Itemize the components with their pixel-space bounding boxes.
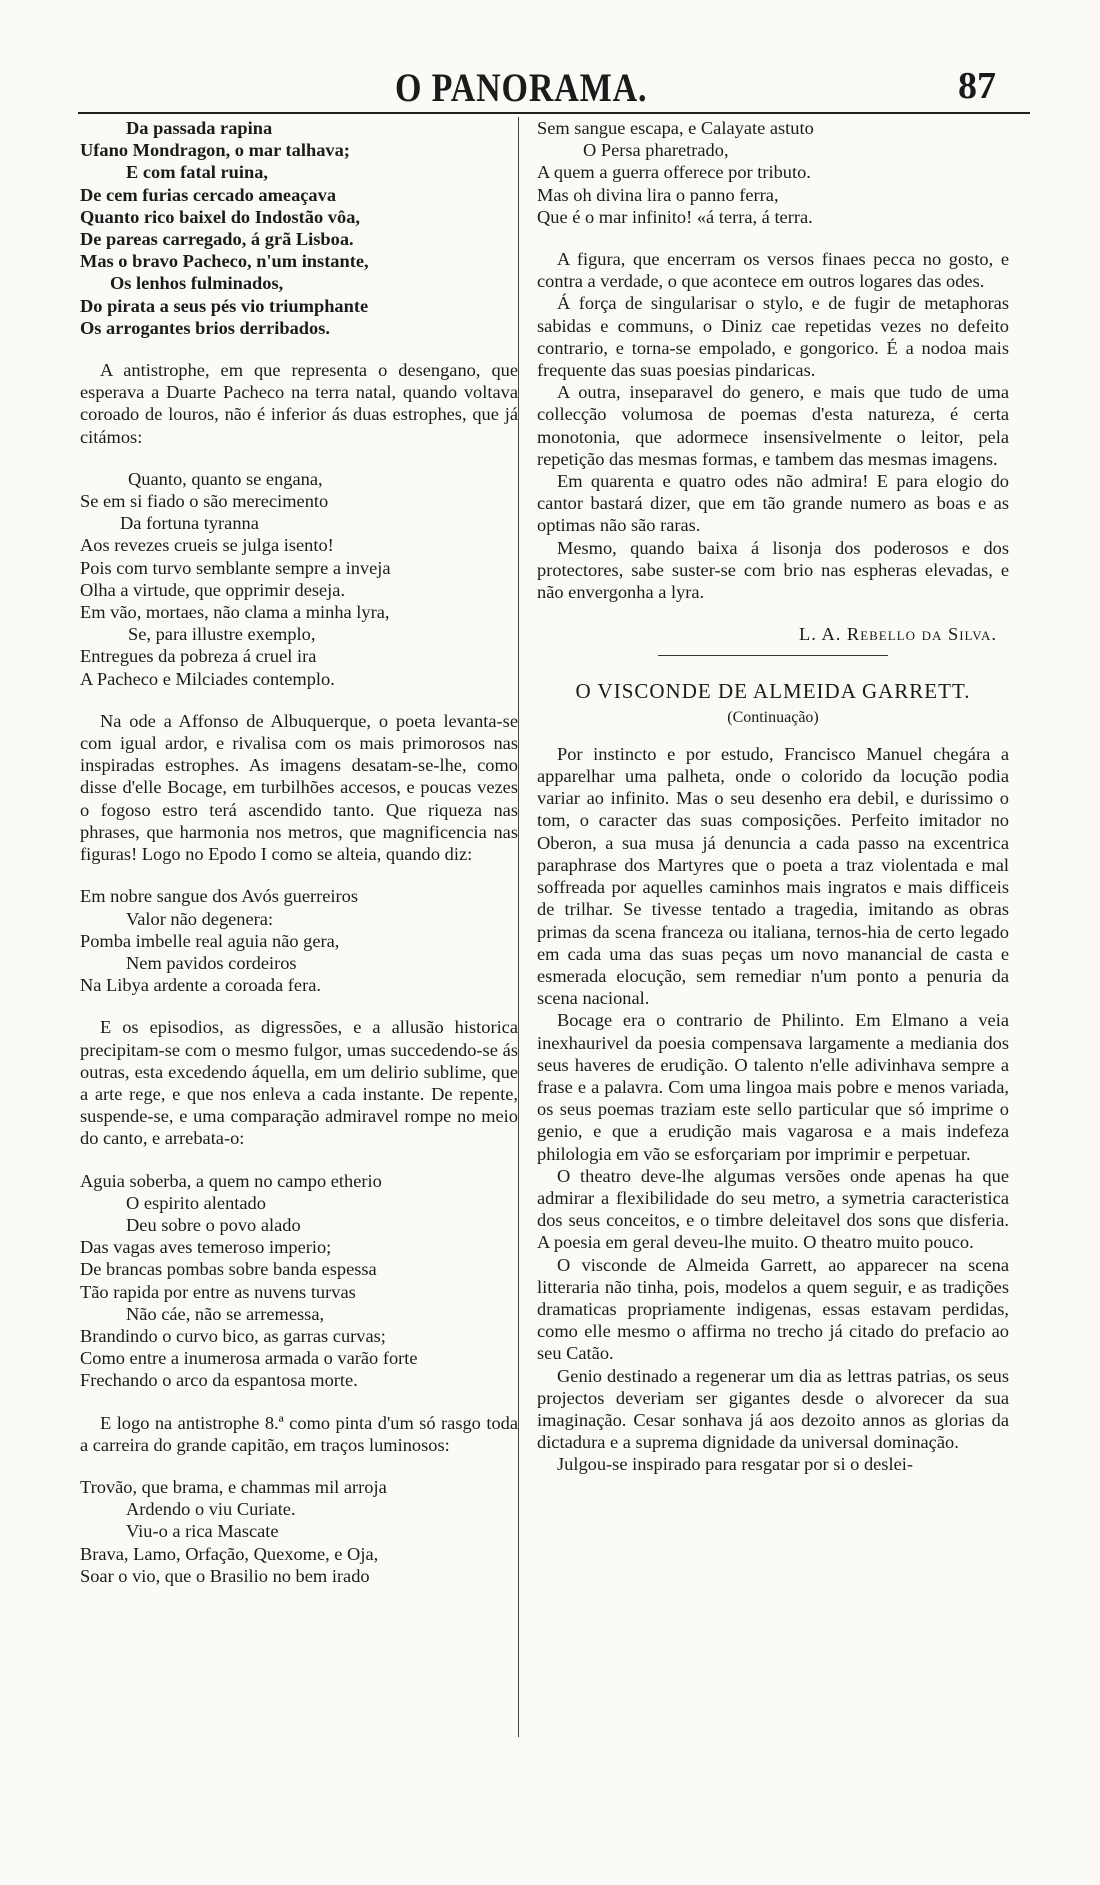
verse-line: Não cáe, não se arremessa,: [126, 1303, 325, 1324]
verse-line: Tão rapida por entre as nuvens turvas: [80, 1281, 356, 1302]
verse-line: Entregues da pobreza á cruel ira: [80, 646, 317, 667]
poem-excerpt-5: [80, 1476, 518, 1587]
verse-line: Pois com turvo semblante sempre a inveja: [80, 557, 391, 578]
verse-line: Brava, Lamo, Orfação, Quexome, e Oja,: [80, 1543, 379, 1564]
verse-line: Do pirata a seus pés vio triumphante: [80, 295, 369, 316]
verse-line: Aos revezes crueis se julga isento!: [80, 535, 334, 556]
paragraph: Á força de singularisar o stylo, e de fugir de metaphoras sabidas e communs, o Diniz cae repetidas vezes no defeito contrario, e torna-se empolado, e gongorico. É a nodoa mais frequente das suas poesias pindaricas.: [537, 293, 1009, 381]
verse-line: De pareas carregado, á grã Lisboa.: [80, 229, 354, 250]
paragraph: E os episodios, as digressões, e a allusão historica precipitam-se com o mesmo fulgor, umas succedendo-se ás outras, esta excedendo áquella, em um delirio sublime, que a arte rege, e que nos enleva a cada instante. De repente, suspende-se, e uma comparação admiravel rompe no meio do canto, e arrebata-o:: [80, 1017, 518, 1149]
verse-line: Ardendo o viu Curiate.: [126, 1499, 296, 1520]
verse-line: De brancas pombas sobre banda espessa: [80, 1259, 377, 1280]
paragraph: A outra, inseparavel do genero, e mais que tudo de uma collecção volumosa de poemas d'esta natureza, é certa monotonia, que adormece insensivelmente o leitor, pela repetição das mesmas formas, e tambem das mesmas imagens.: [537, 382, 1009, 469]
paragraph: Bocage era o contrario de Philinto. Em Elmano a veia inexhaurivel da poesia compensava largamente a mediania dos seus haveres de erudição. O talento n'elle adivinhava sempre a frase e a palavra. Com uma lingoa mais pobre e menos variada, os seus poemas traziam este sello particular que só imprime o genio, e que a erudição mais vagarosa e a mais indefeza philologia em vão se esforçariam por imprimir e perpetuar.: [537, 1010, 1009, 1164]
verse-line: Quanto, quanto se engana,: [128, 468, 323, 489]
verse-line: Deu sobre o povo alado: [126, 1214, 301, 1235]
paragraph: Na ode a Affonso de Albuquerque, o poeta levanta-se com igual ardor, e rivalisa com os mais primorosos nas inspiradas estrophes. As imagens desatam-se-lhe, como disse d'elle Bocage, em turbilhões accesos, e poucas vezes o fogoso estro terá ascendido tanto. Que riqueza nas phrases, que harmonia nos metros, que magnificencia nas figuras! Logo no Epodo I como se alteia, quando diz:: [80, 710, 518, 865]
column-divider: [518, 117, 519, 1737]
author-signature: L. A. Rebello da Silva.: [799, 624, 997, 645]
verse-line: Se em si fiado o são merecimento: [80, 491, 329, 512]
verse-line: Pomba imbelle real aguia não gera,: [80, 930, 340, 951]
verse-line: Como entre a inumerosa armada o varão forte: [80, 1348, 418, 1369]
verse-line: O Persa pharetrado,: [583, 140, 729, 161]
verse-line: Soar o vio, que o Brasilio no bem irado: [80, 1565, 370, 1586]
verse-line: Na Libya ardente a coroada fera.: [80, 975, 321, 996]
verse-line: Os arrogantes brios derribados.: [80, 317, 330, 338]
verse-line: O espirito alentado: [126, 1192, 266, 1213]
poem-excerpt-6: [537, 117, 1009, 228]
verse-line: Brandindo o curvo bico, as garras curvas;: [80, 1325, 386, 1346]
page-number: 87: [958, 65, 996, 107]
paragraph: Mesmo, quando baixa á lisonja dos poderosos e dos protectores, sabe suster-se com brio nas espheras elevadas, e não envergonha a lyra.: [537, 537, 1009, 603]
poem-excerpt-2: [80, 468, 518, 690]
verse-line: De cem furias cercado ameaçava: [80, 184, 337, 205]
verse-line: Sem sangue escapa, e Calayate astuto: [537, 118, 814, 138]
verse-line: Mas oh divina lira o panno ferra,: [537, 184, 779, 205]
paragraph: O visconde de Almeida Garrett, ao apparecer na scena litteraria não tinha, pois, modelos a quem seguir, e as tradições dramaticas propriamente indigenas, essas estavam perdidas, como elle mesmo o affirma no trecho já citado do prefacio ao seu Catão.: [537, 1254, 1009, 1364]
right-column: [537, 117, 1009, 1476]
verse-line: Em vão, mortaes, não clama a minha lyra,: [80, 602, 390, 623]
left-column: [80, 117, 518, 1587]
verse-line: Ufano Mondragon, o mar talhava;: [80, 140, 350, 161]
paragraph: A antistrophe, em que representa o desengano, que esperava a Duarte Pacheco na terra natal, quando voltava coroado de louros, não é inferior ás duas estrophes, que já citámos:: [80, 360, 518, 447]
paragraph: Genio destinado a regenerar um dia as lettras patrias, os seus projectos deveriam ser gigantes desde o alvorecer da sua imaginação. Cesar sonhava já aos dezoito annos as glorias da dictadura e a suprema dignidade da universal dominação.: [537, 1365, 1009, 1453]
periodical-title: O PANORAMA.: [395, 65, 648, 110]
section-subtitle: (Continuação): [727, 708, 819, 726]
verse-line: Se, para illustre exemplo,: [128, 624, 316, 645]
verse-line: Aguia soberba, a quem no campo etherio: [80, 1170, 382, 1191]
verse-line: E com fatal ruina,: [126, 162, 269, 183]
verse-line: A quem a guerra offerece por tributo.: [537, 162, 811, 183]
verse-line: Valor não degenera:: [126, 908, 274, 929]
paragraph: Por instincto e por estudo, Francisco Manuel chegára a apparelhar uma palheta, onde o colorido da locução podia variar ao infinito. Mas o seu desenho era debil, e durissimo o tom, o caracter das suas composições. Perfeito imitador no Oberon, a sua musa já denuncia a cada passo na excentrica paraphrase dos Martyres que o poeta a traz violentada e mal soffreada por aquelles caminhos mais ingratos e mais difficeis de trilhar. Se tivesse tentado a tragedia, imitando as obras primas da scena franceza ou italiana, ternos-hia de certo legado em cada uma das suas peças um novo manancial de casta e esmerada elocução, sem remediar n'um ponto a penuria da scena nacional.: [537, 743, 1009, 1009]
poem-excerpt-4: [80, 1170, 518, 1392]
verse-line: Quanto rico baixel do Indostão vôa,: [80, 206, 360, 227]
poem-excerpt-1: [80, 117, 518, 339]
verse-line: A Pacheco e Milciades contemplo.: [80, 668, 335, 689]
verse-line: Que é o mar infinito! «á terra, á terra.: [537, 206, 813, 227]
verse-line: Mas o bravo Pacheco, n'um instante,: [80, 251, 369, 272]
verse-line: Da passada rapina: [126, 118, 273, 138]
verse-line: Viu-o a rica Mascate: [126, 1521, 279, 1542]
paragraph: E logo na antistrophe 8.ª como pinta d'um só rasgo toda a carreira do grande capitão, em traços luminosos:: [80, 1412, 518, 1455]
paragraph: Em quarenta e quatro odes não admira! E para elogio do cantor bastará dizer, que em tão grande numero as boas e as optimas não são raras.: [537, 471, 1009, 536]
header-rule: [78, 112, 1030, 114]
verse-line: Os lenhos fulminados,: [110, 273, 284, 294]
verse-line: Da fortuna tyranna: [120, 513, 259, 534]
verse-line: Nem pavidos cordeiros: [126, 952, 297, 973]
verse-line: Em nobre sangue dos Avós guerreiros: [80, 886, 359, 907]
verse-line: Das vagas aves temeroso imperio;: [80, 1237, 332, 1258]
paragraph: A figura, que encerram os versos finaes pecca no gosto, e contra a verdade, o que acontece em outros logares das odes.: [537, 249, 1009, 292]
poem-excerpt-3: [80, 885, 518, 996]
page-header: [0, 60, 1100, 110]
verse-line: Olha a virtude, que opprimir deseja.: [80, 579, 346, 600]
paragraph: O theatro deve-lhe algumas versões onde apenas ha que admirar a flexibilidade do seu metro, a symetria caracteristica dos seus conceitos, e o timbre deleitavel dos sons que disferia. A poesia em geral deveu-lhe muito. O theatro muito pouco.: [537, 1165, 1009, 1253]
section-title: O VISCONDE DE ALMEIDA GARRETT.: [575, 679, 971, 704]
paragraph: Julgou-se inspirado para resgatar por si o deslei-: [557, 1454, 913, 1475]
verse-line: Trovão, que brama, e chammas mil arroja: [80, 1476, 387, 1497]
verse-line: Frechando o arco da espantosa morte.: [80, 1370, 358, 1391]
